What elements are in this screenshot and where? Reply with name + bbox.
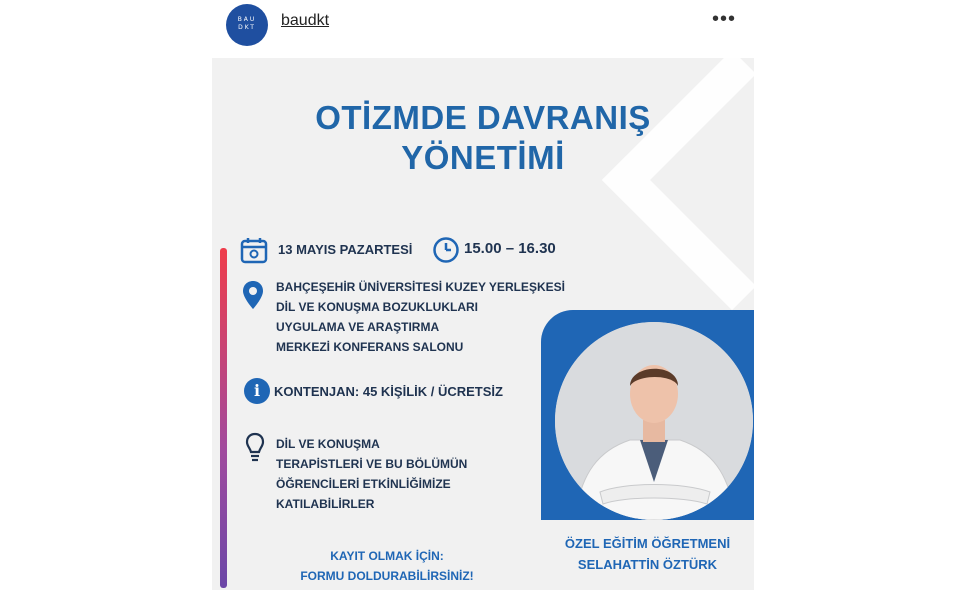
audience-line: DİL VE KONUŞMA [276, 437, 380, 451]
decorative-chevron [602, 58, 754, 310]
event-title-line-2: YÖNETİMİ [401, 139, 565, 176]
event-quota: KONTENJAN: 45 KİŞİLİK / ÜCRETSİZ [274, 384, 503, 399]
location-pin-icon [242, 280, 264, 315]
avatar-logo-text: BAU DKT [237, 16, 257, 31]
event-audience [276, 434, 467, 514]
location-line: DİL VE KONUŞMA BOZUKLUKLARI [276, 300, 478, 314]
event-date: 13 MAYIS PAZARTESİ [278, 242, 413, 257]
info-icon: i [244, 378, 270, 404]
event-time: 15.00 – 16.30 [464, 240, 556, 257]
location-line: MERKEZİ KONFERANS SALONU [276, 340, 464, 354]
calendar-icon [240, 236, 268, 269]
username-link[interactable]: baudkt [281, 12, 330, 29]
post-image [212, 58, 754, 590]
location-line: UYGULAMA VE ARAŞTIRMA [276, 320, 440, 334]
register-line: KAYIT OLMAK İÇİN: [330, 549, 444, 563]
register-note [272, 546, 502, 586]
more-options-icon[interactable]: ••• [712, 8, 737, 30]
speaker-name: SELAHATTİN ÖZTÜRK [577, 557, 718, 572]
audience-line: ÖĞRENCİLERİ ETKİNLİĞİMİZE [276, 477, 451, 491]
event-title-line-1: OTİZMDE DAVRANIŞ [315, 99, 651, 136]
clock-icon [432, 236, 460, 269]
speaker-role: ÖZEL EĞİTİM ÖĞRETMENİ [564, 536, 731, 551]
lightbulb-icon [245, 432, 265, 473]
register-line: FORMU DOLDURABİLİRSİNİZ! [300, 569, 474, 583]
audience-line: KATILABİLİRLER [276, 497, 375, 511]
speaker-photo [555, 322, 753, 520]
accent-bar [220, 248, 227, 588]
event-location [276, 277, 565, 357]
event-title [212, 98, 754, 178]
audience-line: TERAPİSTLERİ VE BU BÖLÜMÜN [276, 457, 468, 471]
post-header [0, 0, 966, 50]
location-line: BAHÇEŞEHİR ÜNİVERSİTESİ KUZEY YERLEŞKESİ [276, 280, 565, 294]
avatar[interactable] [226, 4, 268, 46]
